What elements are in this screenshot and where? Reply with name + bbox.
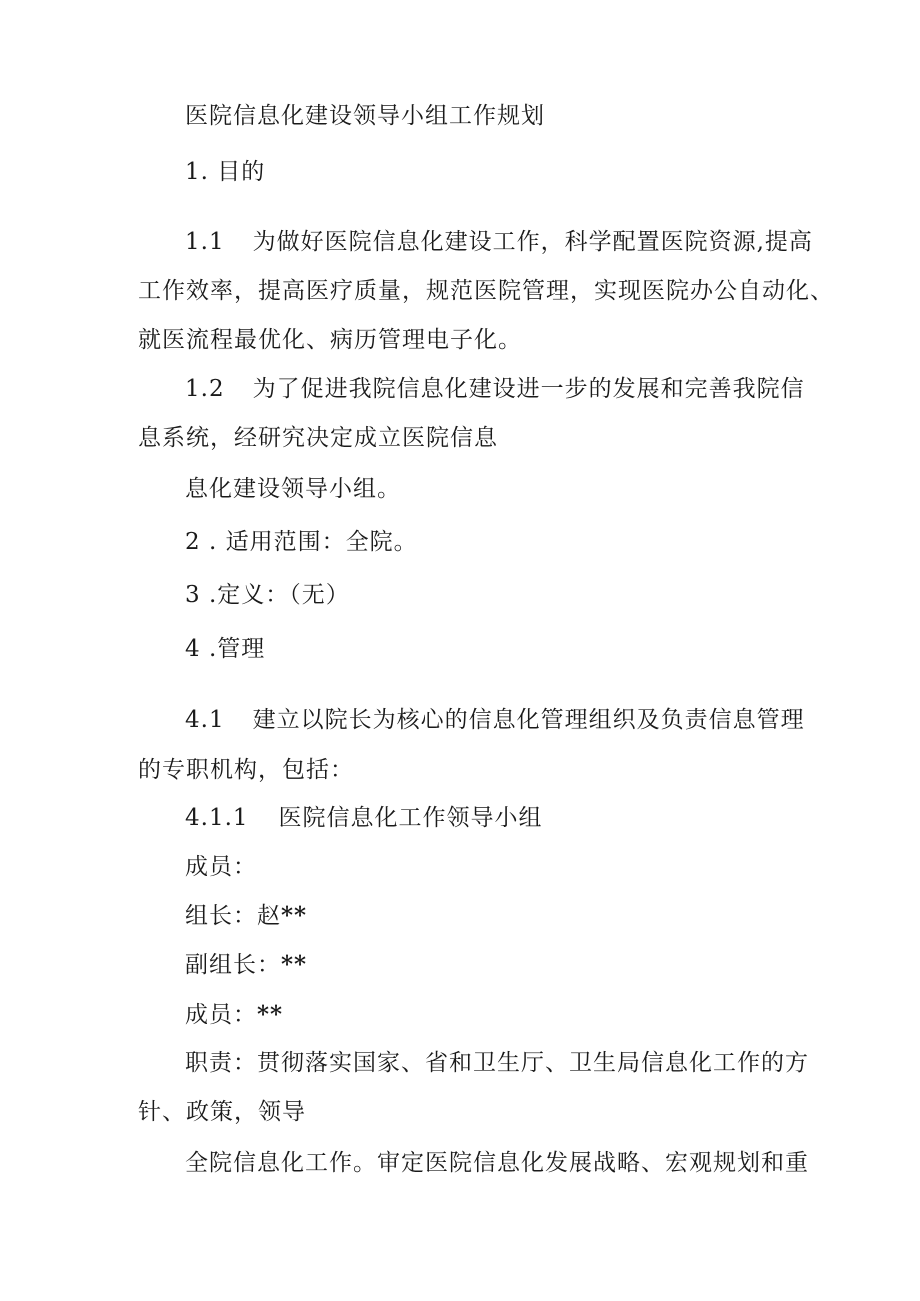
leader-label: 组长：赵: [185, 903, 281, 929]
section-1-1-number: 1.1: [185, 229, 225, 255]
members-label: 成员：: [185, 1002, 257, 1028]
section-1-2-line-1: [185, 374, 805, 404]
section-1-2-number: 1.2: [185, 376, 225, 402]
duties-line-2: 针、政策，领导: [138, 1099, 306, 1125]
section-1-1-line-1: [185, 227, 813, 257]
section-4: 4 .管理: [185, 636, 266, 662]
section-1-1-line-2: 工作效率，提高医疗质量，规范医院管理，实现医院办公自动化、: [138, 278, 834, 304]
section-4-1-number: 4.1: [185, 707, 225, 733]
document-title: 医院信息化建设领导小组工作规划: [185, 103, 545, 129]
section-2: 2 . 适用范围：全院。: [185, 529, 418, 555]
deputy-name: **: [281, 951, 308, 978]
members-line: [185, 1000, 283, 1030]
deputy-line: [185, 950, 307, 980]
leader-name: **: [281, 902, 308, 929]
duties-line-1: 职责：贯彻落实国家、省和卫生厅、卫生局信息化工作的方: [185, 1050, 809, 1076]
section-4-1-1-number: 4.1.1: [185, 805, 249, 831]
section-1-1-text-1: 为做好医院信息化建设工作，科学配置医院资源,提高: [252, 229, 813, 255]
section-3: 3 .定义：（无）: [185, 582, 350, 608]
section-1-2-line-3: 息化建设领导小组。: [185, 476, 401, 502]
section-4-1-1: [185, 803, 543, 833]
leader-line: [185, 901, 307, 931]
section-4-1-line-1: [185, 705, 805, 735]
section-4-1-text-1: 建立以院长为核心的信息化管理组织及负责信息管理: [252, 707, 805, 733]
section-1-2-line-2: 息系统，经研究决定成立医院信息: [138, 425, 498, 451]
section-4-1-line-2: 的专职机构，包括：: [138, 757, 354, 783]
section-4-1-1-text: 医院信息化工作领导小组: [278, 805, 543, 831]
section-1-2-text-1: 为了促进我院信息化建设进一步的发展和完善我院信: [252, 376, 805, 402]
section-1-heading: 1. 目的: [185, 159, 266, 185]
members-name: **: [257, 1001, 284, 1028]
section-1-1-line-3: 就医流程最优化、病历管理电子化。: [138, 327, 522, 353]
duties-line-3: 全院信息化工作。审定医院信息化发展战略、宏观规划和重: [185, 1150, 809, 1176]
deputy-label: 副组长：: [185, 952, 281, 978]
members-heading: 成员：: [185, 854, 257, 880]
